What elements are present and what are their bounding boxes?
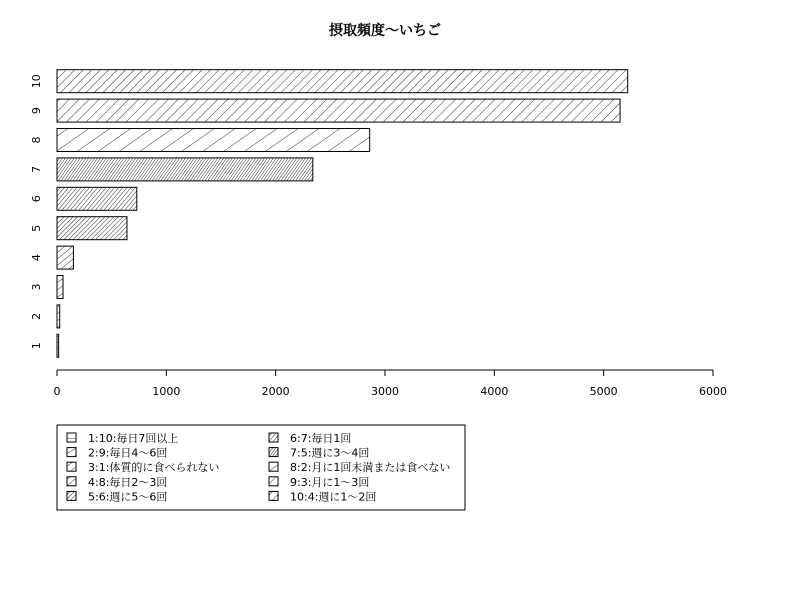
y-tick-label-8: 8 <box>30 136 43 144</box>
bar-7 <box>57 158 313 181</box>
bar-3 <box>57 276 63 299</box>
y-tick-label-4: 4 <box>30 254 43 262</box>
bar-10 <box>57 70 628 93</box>
legend-label-2: 2:9:毎日4〜6回 <box>88 446 168 460</box>
y-tick-label-7: 7 <box>30 165 43 173</box>
legend-swatch-7 <box>269 448 278 457</box>
bar-8 <box>57 129 370 152</box>
y-axis <box>30 74 43 349</box>
x-tick-label-3000: 3000 <box>371 385 399 398</box>
bar-5 <box>57 217 127 240</box>
y-tick-label-9: 9 <box>30 107 43 115</box>
legend-label-4: 4:8:毎日2〜3回 <box>88 475 168 489</box>
legend-label-5: 5:6:週に5〜6回 <box>88 490 168 504</box>
y-tick-label-1: 1 <box>30 342 43 350</box>
chart-title: 摂取頻度〜いちご <box>329 23 441 39</box>
bars-group <box>57 70 628 358</box>
legend-swatch-9 <box>269 477 278 486</box>
y-tick-label-5: 5 <box>30 224 43 232</box>
legend-swatch-10 <box>269 491 278 500</box>
legend-label-8: 8:2:月に1回未満または食べない <box>290 461 451 475</box>
legend-label-3: 3:1:体質的に食べられない <box>88 461 220 475</box>
legend-label-6: 6:7:毎日1回 <box>290 432 352 445</box>
bar-2 <box>57 305 60 328</box>
y-tick-label-10: 10 <box>30 74 43 89</box>
legend-swatch-4 <box>67 477 76 486</box>
legend-swatch-2 <box>67 448 76 457</box>
y-tick-label-2: 2 <box>30 312 43 320</box>
legend <box>57 425 465 510</box>
x-tick-label-0: 0 <box>53 385 61 398</box>
legend-swatch-8 <box>269 462 278 471</box>
x-tick-label-1000: 1000 <box>152 385 181 398</box>
bar-1 <box>57 334 59 357</box>
legend-label-1: 1:10:毎日7回以上 <box>88 432 179 445</box>
legend-swatch-1 <box>67 433 76 442</box>
bar-6 <box>57 187 137 210</box>
bar-4 <box>57 246 73 269</box>
x-axis <box>54 370 728 398</box>
x-tick-label-6000: 6000 <box>699 385 727 398</box>
legend-swatch-6 <box>269 433 278 442</box>
legend-label-10: 10:4:週に1〜2回 <box>290 490 377 504</box>
legend-swatch-5 <box>67 491 76 500</box>
legend-swatch-3 <box>67 462 76 471</box>
x-tick-label-5000: 5000 <box>589 385 618 398</box>
x-tick-label-2000: 2000 <box>261 385 290 398</box>
bar-9 <box>57 99 620 122</box>
legend-label-7: 7:5:週に3〜4回 <box>290 446 370 460</box>
y-tick-label-3: 3 <box>30 283 43 291</box>
x-tick-label-4000: 4000 <box>480 385 509 398</box>
y-tick-label-6: 6 <box>30 195 43 203</box>
legend-label-9: 9:3:月に1〜3回 <box>290 475 370 489</box>
